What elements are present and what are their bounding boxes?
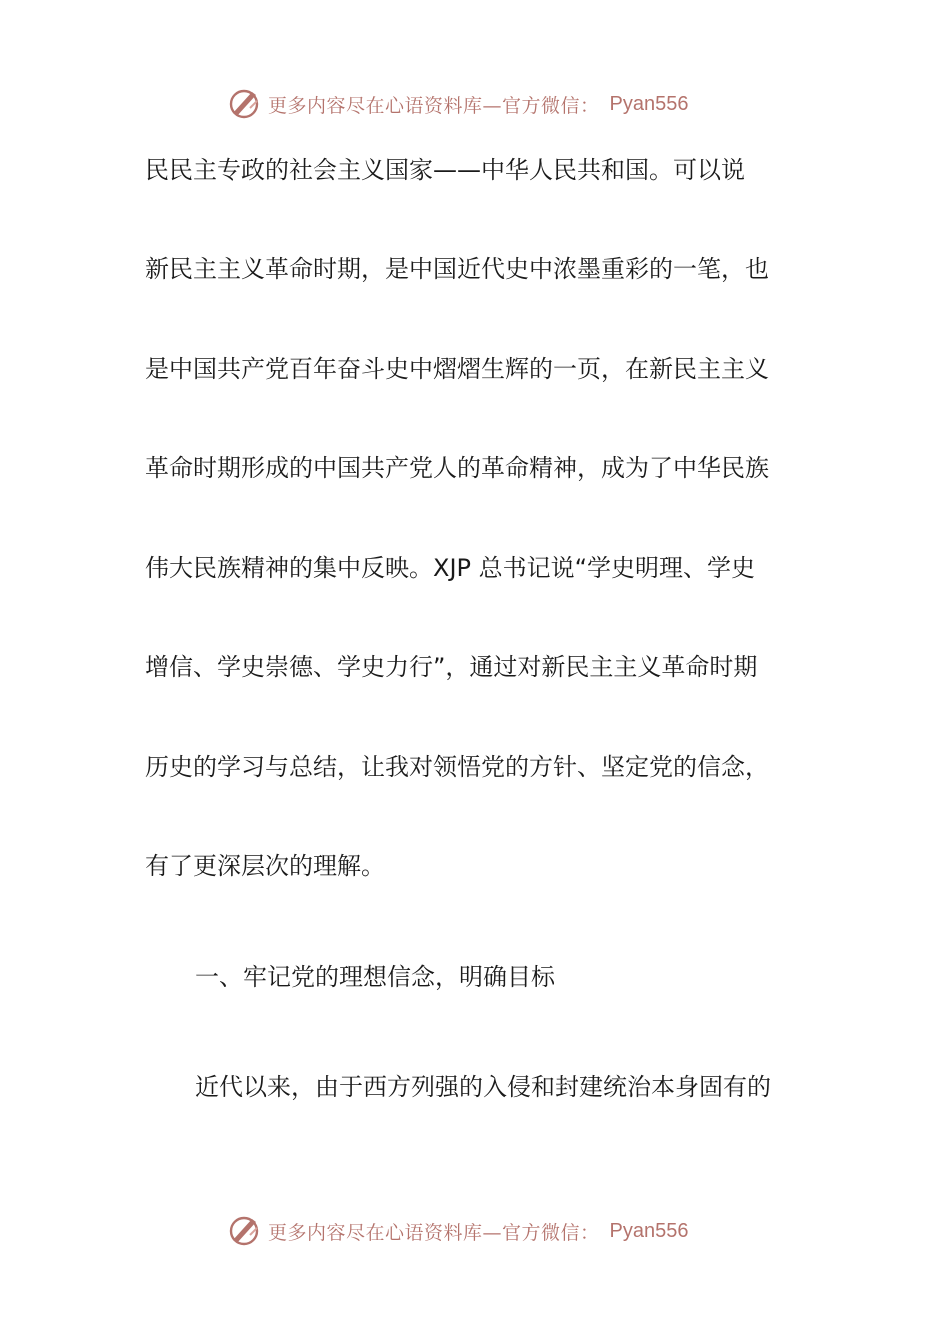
body-line: 革命时期形成的中国共产党人的革命精神，成为了中华民族 [145,454,769,482]
footer-watermark-banner [226,1211,688,1251]
body-line: 民民主专政的社会主义国家——中华人民共和国。可以说 [145,156,745,184]
watermark-text: 更多内容尽在心语资料库—官方微信： [268,94,600,117]
body-line: 新民主主义革命时期，是中国近代史中浓墨重彩的一笔，也 [145,255,769,283]
pen-circle-logo-icon [226,1213,262,1249]
section-heading: 一、牢记党的理想信念，明确目标 [195,963,555,991]
body-line: 增信、学史崇德、学史力行”，通过对新民主主义革命时期 [145,653,758,681]
header-watermark-banner [226,84,688,124]
body-line: 是中国共产党百年奋斗史中熠熠生辉的一页，在新民主主义 [145,355,769,383]
watermark-wechat-handle: Pyan556 [609,1219,689,1242]
body-line: 历史的学习与总结，让我对领悟党的方针、坚定党的信念， [145,753,769,781]
body-line: 伟大民族精神的集中反映。XJP 总书记说“学史明理、学史 [145,554,756,582]
body-line: 有了更深层次的理解。 [145,852,385,880]
pen-circle-logo-icon [226,86,262,122]
watermark-wechat-handle: Pyan556 [609,92,689,115]
body-line: 近代以来，由于西方列强的入侵和封建统治本身固有的 [195,1073,771,1101]
watermark-text: 更多内容尽在心语资料库—官方微信： [268,1221,600,1244]
